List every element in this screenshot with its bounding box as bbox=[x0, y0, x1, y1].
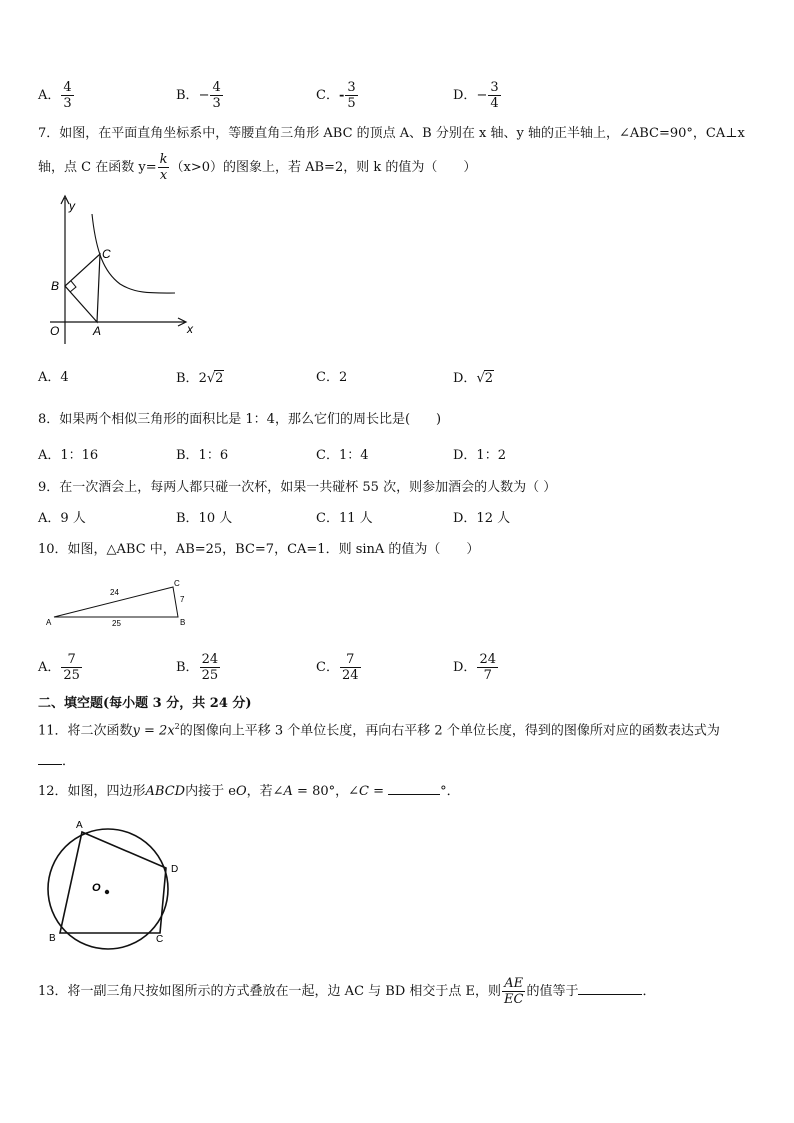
q8-option-a: A．1：16 bbox=[38, 448, 99, 463]
vertex-a-label: A bbox=[46, 618, 52, 627]
q7-option-a: A．4 bbox=[38, 370, 69, 385]
fraction: $\frac{24}{25}$ bbox=[201, 652, 219, 683]
center-o-label: O bbox=[92, 882, 101, 894]
center-point bbox=[105, 890, 109, 894]
q9-option-b: B．10 人 bbox=[176, 511, 233, 526]
q8-option-d: D．1：2 bbox=[453, 448, 506, 463]
q7-line1: 7．如图，在平面直角坐标系中，等腰直角三角形 ABC 的顶点 A、B 分别在 x 轴、y 轴的正半轴上，∠ABC=90°，CA⊥x bbox=[38, 126, 745, 141]
origin-label: O bbox=[50, 324, 60, 338]
q6-option-c: C．- $\frac{3}{5}$ bbox=[316, 80, 356, 111]
q10-option-b: B． $\frac{24}{25}$ bbox=[176, 652, 219, 683]
answer-blank[interactable] bbox=[388, 782, 440, 795]
q7-figure bbox=[40, 192, 200, 352]
q9-option-c: C．11 人 bbox=[316, 511, 373, 526]
vertex-d-label: D bbox=[171, 864, 179, 875]
point-b-label: B bbox=[51, 279, 60, 293]
y-axis-label: y bbox=[69, 199, 75, 213]
q10-option-a: A． $\frac{7}{25}$ bbox=[38, 652, 80, 683]
fraction: $\frac{4}{3}$ bbox=[212, 80, 221, 111]
section-heading: 二、填空题(每小题 3 分，共 24 分) bbox=[38, 696, 252, 711]
point-a-label: A bbox=[93, 324, 102, 338]
q8-option-c: C．1：4 bbox=[316, 448, 369, 463]
circle-o bbox=[48, 829, 168, 949]
q7-option-d: D．√2 bbox=[453, 371, 494, 386]
fraction: $\frac{3}{5}$ bbox=[347, 80, 356, 111]
x-axis-label: x bbox=[187, 322, 193, 336]
q13-text: 13．将一副三角尺按如图所示的方式叠放在一起，边 AC 与 BD 相交于点 E，则 $\frac{AE}{EC}$ 的值等于 ． bbox=[38, 976, 656, 1007]
q10-option-c: C． $\frac{7}{24}$ bbox=[316, 652, 359, 683]
q7-option-c: C．2 bbox=[316, 370, 348, 385]
answer-blank[interactable] bbox=[578, 982, 642, 995]
side-ac-label: 24 bbox=[110, 588, 119, 597]
fraction: $\frac{24}{7}$ bbox=[479, 652, 496, 683]
q10-text: 10．如图，△ABC 中，AB=25，BC=7，CA=1．则 sinA 的值为（ ） bbox=[38, 542, 480, 557]
triangle-abc bbox=[65, 254, 100, 322]
answer-blank[interactable] bbox=[38, 752, 62, 765]
fraction: $\frac{7}{25}$ bbox=[63, 652, 80, 683]
side-bc-label: 7 bbox=[180, 595, 185, 604]
q10-figure bbox=[40, 575, 200, 630]
q9-text: 9．在一次酒会上，每两人都只碰一次杯，如果一共碰杯 55 次，则参加酒会的人数为（ ） bbox=[38, 480, 557, 495]
q11-line2: ． bbox=[38, 752, 75, 770]
fraction: $\frac{k}{x}$ bbox=[159, 152, 168, 183]
q11-line1: 11．将二次函数$y = 2x^2$的图像向上平移 3 个单位长度，再向右平移 2 个单位长度，得到的图像所对应的函数表达式为 bbox=[38, 722, 720, 739]
vertex-c-label: C bbox=[174, 579, 180, 588]
q9-option-a: A．9 人 bbox=[38, 511, 86, 526]
vertex-a-label: A bbox=[76, 820, 83, 831]
vertex-b-label: B bbox=[180, 618, 186, 627]
fraction: $\frac{7}{24}$ bbox=[341, 652, 359, 683]
q9-option-d: D．12 人 bbox=[453, 511, 511, 526]
fraction: $\frac{4}{3}$ bbox=[63, 80, 72, 111]
vertex-b-label: B bbox=[49, 933, 56, 944]
vertex-c-label: C bbox=[156, 934, 164, 945]
q7-option-b: B．2√2 bbox=[176, 371, 224, 386]
q10-option-d: D． $\frac{24}{7}$ bbox=[453, 652, 496, 683]
side-ab-label: 25 bbox=[112, 619, 121, 628]
q12-figure bbox=[40, 815, 190, 950]
q8-text: 8．如果两个相似三角形的面积比是 1：4，那么它们的周长比是( ) bbox=[38, 412, 442, 427]
q8-option-b: B．1：6 bbox=[176, 448, 229, 463]
q7-line2: 轴，点 C 在函数 y= $\frac{k}{x}$ （x>0）的图象上，若 AB=2，则 k 的值为（ ） bbox=[38, 152, 477, 183]
right-angle-mark bbox=[70, 281, 76, 292]
fraction: $\frac{3}{4}$ bbox=[490, 80, 499, 111]
point-c-label: C bbox=[102, 247, 111, 261]
q12-text: 12．如图，四边形ABCD内接于 eO，若∠A = 80°，∠C = °． bbox=[38, 784, 460, 799]
q6-option-d: D．− $\frac{3}{4}$ bbox=[453, 80, 499, 111]
q6-option-b: B．− $\frac{4}{3}$ bbox=[176, 80, 221, 111]
fraction: $\frac{AE}{EC}$ bbox=[504, 976, 524, 1007]
q6-option-a: A． $\frac{4}{3}$ bbox=[38, 80, 72, 111]
